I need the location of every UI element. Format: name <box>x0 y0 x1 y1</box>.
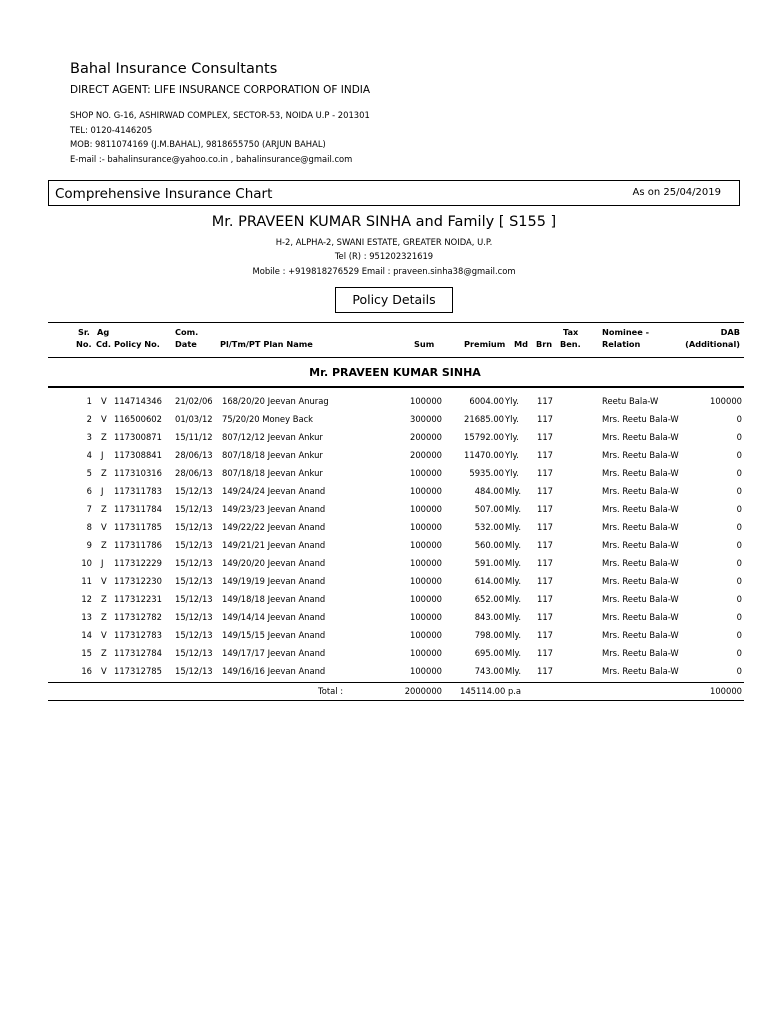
cell-plan: 149/16/16 Jeevan Anand <box>222 666 326 676</box>
cell-policy-no: 116500602 <box>114 414 162 424</box>
cell-ag: Z <box>101 594 107 604</box>
cell-nominee: Mrs. Reetu Bala-W <box>602 648 679 658</box>
total-label: Total : <box>318 686 344 696</box>
cell-branch: 117 <box>537 540 553 550</box>
chart-title: Comprehensive Insurance Chart <box>55 186 273 202</box>
cell-nominee: Mrs. Reetu Bala-W <box>602 630 679 640</box>
cell-mode: Mly. <box>505 612 521 622</box>
cell-dab: 0 <box>736 666 742 676</box>
cell-sr: 10 <box>81 558 92 568</box>
cell-ag: J <box>101 558 104 568</box>
cell-sum: 100000 <box>410 576 442 586</box>
cell-ag: J <box>101 450 104 460</box>
cell-policy-no: 117311784 <box>114 504 162 514</box>
cell-dab: 0 <box>736 648 742 658</box>
cell-mode: Yly. <box>505 450 519 460</box>
header-tax-ben: Tax Ben. <box>560 327 581 349</box>
cell-plan: 807/18/18 Jeevan Ankur <box>222 468 323 478</box>
cell-com-date: 28/06/13 <box>175 450 213 460</box>
cell-premium: 743.00 <box>474 666 504 676</box>
cell-mode: Mly. <box>505 576 521 586</box>
cell-nominee: Mrs. Reetu Bala-W <box>602 522 679 532</box>
cell-sum: 200000 <box>410 450 442 460</box>
cell-policy-no: 117312229 <box>114 558 162 568</box>
cell-dab: 0 <box>736 432 742 442</box>
cell-branch: 117 <box>537 648 553 658</box>
header-sr: Sr. No. <box>76 327 92 349</box>
cell-com-date: 15/12/13 <box>175 594 213 604</box>
cell-ag: Z <box>101 432 107 442</box>
cell-dab: 100000 <box>710 396 742 406</box>
cell-com-date: 15/12/13 <box>175 486 213 496</box>
table-row <box>0 396 768 414</box>
cell-sr: 12 <box>81 594 92 604</box>
client-address: H-2, ALPHA-2, SWANI ESTATE, GREATER NOIDA, U.P. <box>275 237 493 247</box>
cell-mode: Mly. <box>505 504 521 514</box>
cell-mode: Yly. <box>505 396 519 406</box>
cell-mode: Mly. <box>505 540 521 550</box>
cell-branch: 117 <box>537 594 553 604</box>
cell-dab: 0 <box>736 522 742 532</box>
cell-policy-no: 117312782 <box>114 612 162 622</box>
header-ag: Ag Cd. <box>96 327 111 349</box>
cell-com-date: 15/12/13 <box>175 558 213 568</box>
cell-dab: 0 <box>736 450 742 460</box>
cell-nominee: Mrs. Reetu Bala-W <box>602 432 679 442</box>
cell-plan: 149/20/20 Jeevan Anand <box>222 558 326 568</box>
header-policy: Policy No. <box>114 339 160 349</box>
cell-branch: 117 <box>537 432 553 442</box>
cell-com-date: 15/12/13 <box>175 522 213 532</box>
cell-plan: 149/14/14 Jeevan Anand <box>222 612 326 622</box>
company-mob: MOB: 9811074169 (J.M.BAHAL), 9818655750 (ARJUN BAHAL) <box>70 139 326 149</box>
cell-sum: 100000 <box>410 558 442 568</box>
table-top-rule <box>48 322 744 323</box>
cell-nominee: Mrs. Reetu Bala-W <box>602 540 679 550</box>
table-row <box>0 648 768 666</box>
total-bottom-rule <box>48 700 744 701</box>
cell-sum: 100000 <box>410 648 442 658</box>
cell-premium: 695.00 <box>474 648 504 658</box>
cell-branch: 117 <box>537 630 553 640</box>
cell-sr: 15 <box>81 648 92 658</box>
table-row <box>0 450 768 468</box>
cell-plan: 149/24/24 Jeevan Anand <box>222 486 326 496</box>
cell-nominee: Mrs. Reetu Bala-W <box>602 504 679 514</box>
cell-premium: 11470.00 <box>464 450 504 460</box>
cell-sum: 300000 <box>410 414 442 424</box>
cell-ag: V <box>101 630 107 640</box>
cell-com-date: 15/12/13 <box>175 576 213 586</box>
cell-branch: 117 <box>537 414 553 424</box>
cell-branch: 117 <box>537 450 553 460</box>
cell-premium: 15792.00 <box>464 432 504 442</box>
cell-mode: Yly. <box>505 414 519 424</box>
cell-branch: 117 <box>537 576 553 586</box>
cell-branch: 117 <box>537 666 553 676</box>
header-dab: DAB (Additional) <box>685 327 740 349</box>
table-row <box>0 558 768 576</box>
cell-branch: 117 <box>537 612 553 622</box>
header-bottom-rule <box>48 357 744 358</box>
cell-policy-no: 117312785 <box>114 666 162 676</box>
table-row <box>0 612 768 630</box>
cell-branch: 117 <box>537 396 553 406</box>
cell-plan: 149/21/21 Jeevan Anand <box>222 540 326 550</box>
cell-policy-no: 117312784 <box>114 648 162 658</box>
cell-nominee: Mrs. Reetu Bala-W <box>602 486 679 496</box>
header-com-date: Com. Date <box>175 327 199 349</box>
cell-premium: 798.00 <box>474 630 504 640</box>
table-row <box>0 414 768 432</box>
cell-nominee: Mrs. Reetu Bala-W <box>602 666 679 676</box>
cell-com-date: 21/02/06 <box>175 396 213 406</box>
cell-plan: 149/23/23 Jeevan Anand <box>222 504 326 514</box>
cell-premium: 560.00 <box>474 540 504 550</box>
cell-sum: 100000 <box>410 396 442 406</box>
cell-premium: 5935.00 <box>469 468 504 478</box>
header-plan: Pl/Tm/PT Plan Name <box>220 339 313 349</box>
table-row <box>0 594 768 612</box>
cell-nominee: Mrs. Reetu Bala-W <box>602 594 679 604</box>
cell-mode: Mly. <box>505 630 521 640</box>
cell-sum: 100000 <box>410 612 442 622</box>
cell-policy-no: 114714346 <box>114 396 162 406</box>
cell-policy-no: 117312231 <box>114 594 162 604</box>
cell-plan: 807/18/18 Jeevan Ankur <box>222 450 323 460</box>
cell-com-date: 15/12/13 <box>175 666 213 676</box>
cell-nominee: Mrs. Reetu Bala-W <box>602 414 679 424</box>
table-row <box>0 576 768 594</box>
cell-com-date: 15/12/13 <box>175 630 213 640</box>
cell-sr: 6 <box>86 486 92 496</box>
cell-sr: 9 <box>86 540 92 550</box>
cell-sr: 16 <box>81 666 92 676</box>
agent-line: DIRECT AGENT: LIFE INSURANCE CORPORATION OF INDIA <box>70 84 371 96</box>
total-dab: 100000 <box>710 686 742 696</box>
cell-sr: 13 <box>81 612 92 622</box>
cell-nominee: Mrs. Reetu Bala-W <box>602 558 679 568</box>
company-address: SHOP NO. G-16, ASHIRWAD COMPLEX, SECTOR-53, NOIDA U.P - 201301 <box>70 110 370 120</box>
cell-sr: 8 <box>86 522 92 532</box>
table-row <box>0 468 768 486</box>
cell-com-date: 15/12/13 <box>175 648 213 658</box>
company-email: E-mail :- bahalinsurance@yahoo.co.in , bahalinsurance@gmail.com <box>70 154 353 164</box>
cell-premium: 614.00 <box>474 576 504 586</box>
header-premium: Premium <box>464 339 506 349</box>
cell-policy-no: 117311786 <box>114 540 162 550</box>
cell-sum: 100000 <box>410 468 442 478</box>
header-md: Md <box>514 339 529 349</box>
cell-ag: Z <box>101 612 107 622</box>
cell-com-date: 15/11/12 <box>175 432 213 442</box>
cell-plan: 149/15/15 Jeevan Anand <box>222 630 326 640</box>
cell-plan: 149/18/18 Jeevan Anand <box>222 594 326 604</box>
client-contact: Mobile : +919818276529 Email : praveen.sinha38@gmail.com <box>252 266 516 276</box>
cell-dab: 0 <box>736 486 742 496</box>
cell-dab: 0 <box>736 414 742 424</box>
cell-ag: V <box>101 396 107 406</box>
cell-premium: 652.00 <box>474 594 504 604</box>
cell-dab: 0 <box>736 504 742 514</box>
cell-mode: Mly. <box>505 648 521 658</box>
cell-branch: 117 <box>537 486 553 496</box>
cell-mode: Mly. <box>505 486 521 496</box>
cell-policy-no: 117312783 <box>114 630 162 640</box>
cell-ag: V <box>101 522 107 532</box>
cell-branch: 117 <box>537 504 553 514</box>
cell-nominee: Mrs. Reetu Bala-W <box>602 450 679 460</box>
cell-plan: 149/22/22 Jeevan Anand <box>222 522 326 532</box>
cell-sum: 100000 <box>410 504 442 514</box>
cell-policy-no: 117310316 <box>114 468 162 478</box>
cell-ag: J <box>101 486 104 496</box>
cell-nominee: Mrs. Reetu Bala-W <box>602 576 679 586</box>
as-on-date: As on 25/04/2019 <box>632 187 721 198</box>
cell-plan: 149/17/17 Jeevan Anand <box>222 648 326 658</box>
cell-policy-no: 117311785 <box>114 522 162 532</box>
cell-sum: 100000 <box>410 630 442 640</box>
cell-dab: 0 <box>736 594 742 604</box>
cell-dab: 0 <box>736 468 742 478</box>
cell-policy-no: 117312230 <box>114 576 162 586</box>
table-row <box>0 486 768 504</box>
cell-dab: 0 <box>736 540 742 550</box>
cell-plan: 75/20/20 Money Back <box>222 414 314 424</box>
cell-sum: 100000 <box>410 522 442 532</box>
cell-ag: Z <box>101 648 107 658</box>
header-nominee: Nominee - Relation <box>602 327 649 349</box>
cell-mode: Mly. <box>505 666 521 676</box>
company-tel: TEL: 0120-4146205 <box>70 125 153 135</box>
cell-ag: V <box>101 576 107 586</box>
cell-mode: Mly. <box>505 522 521 532</box>
cell-sr: 14 <box>81 630 92 640</box>
cell-ag: V <box>101 666 107 676</box>
cell-premium: 843.00 <box>474 612 504 622</box>
cell-sum: 100000 <box>410 486 442 496</box>
cell-plan: 168/20/20 Jeevan Anurag <box>222 396 329 406</box>
client-name: Mr. PRAVEEN KUMAR SINHA and Family [ S155 ] <box>211 214 557 230</box>
table-row <box>0 630 768 648</box>
cell-sum: 100000 <box>410 666 442 676</box>
cell-nominee: Mrs. Reetu Bala-W <box>602 612 679 622</box>
total-sum: 2000000 <box>404 686 442 696</box>
cell-plan: 149/19/19 Jeevan Anand <box>222 576 326 586</box>
cell-ag: Z <box>101 504 107 514</box>
cell-premium: 6004.00 <box>469 396 504 406</box>
cell-ag: V <box>101 414 107 424</box>
cell-sum: 100000 <box>410 594 442 604</box>
cell-premium: 21685.00 <box>464 414 504 424</box>
company-name: Bahal Insurance Consultants <box>70 61 278 77</box>
total-row <box>0 686 768 700</box>
cell-sr: 4 <box>86 450 92 460</box>
cell-sr: 1 <box>86 396 92 406</box>
cell-premium: 591.00 <box>474 558 504 568</box>
chart-title-box <box>48 180 740 206</box>
cell-policy-no: 117300871 <box>114 432 162 442</box>
cell-branch: 117 <box>537 522 553 532</box>
cell-nominee: Mrs. Reetu Bala-W <box>602 468 679 478</box>
table-row <box>0 504 768 522</box>
cell-ag: Z <box>101 468 107 478</box>
cell-sr: 5 <box>86 468 92 478</box>
cell-plan: 807/12/12 Jeevan Ankur <box>222 432 323 442</box>
table-row <box>0 432 768 450</box>
total-premium: 145114.00 p.a <box>460 686 522 696</box>
cell-dab: 0 <box>736 612 742 622</box>
cell-policy-no: 117311783 <box>114 486 162 496</box>
cell-sum: 100000 <box>410 540 442 550</box>
cell-sr: 2 <box>86 414 92 424</box>
table-row <box>0 540 768 558</box>
cell-dab: 0 <box>736 558 742 568</box>
cell-branch: 117 <box>537 468 553 478</box>
cell-mode: Yly. <box>505 432 519 442</box>
total-top-rule <box>48 682 744 683</box>
member-rule <box>48 386 744 388</box>
cell-com-date: 15/12/13 <box>175 540 213 550</box>
cell-mode: Yly. <box>505 468 519 478</box>
cell-premium: 532.00 <box>474 522 504 532</box>
cell-mode: Mly. <box>505 558 521 568</box>
table-row <box>0 522 768 540</box>
header-brn: Brn <box>536 339 553 349</box>
cell-sr: 11 <box>81 576 92 586</box>
policy-details-title: Policy Details <box>335 287 453 313</box>
cell-policy-no: 117308841 <box>114 450 162 460</box>
cell-mode: Mly. <box>505 594 521 604</box>
cell-dab: 0 <box>736 630 742 640</box>
cell-sum: 200000 <box>410 432 442 442</box>
cell-com-date: 15/12/13 <box>175 504 213 514</box>
cell-ag: Z <box>101 540 107 550</box>
cell-premium: 484.00 <box>474 486 504 496</box>
cell-premium: 507.00 <box>474 504 504 514</box>
cell-sr: 3 <box>86 432 92 442</box>
cell-com-date: 01/03/12 <box>175 414 213 424</box>
cell-nominee: Reetu Bala-W <box>602 396 659 406</box>
member-name: Mr. PRAVEEN KUMAR SINHA <box>309 366 481 379</box>
header-sum: Sum <box>414 339 435 349</box>
cell-branch: 117 <box>537 558 553 568</box>
cell-sr: 7 <box>86 504 92 514</box>
cell-com-date: 28/06/13 <box>175 468 213 478</box>
cell-com-date: 15/12/13 <box>175 612 213 622</box>
client-tel: Tel (R) : 951202321619 <box>334 251 434 261</box>
cell-dab: 0 <box>736 576 742 586</box>
